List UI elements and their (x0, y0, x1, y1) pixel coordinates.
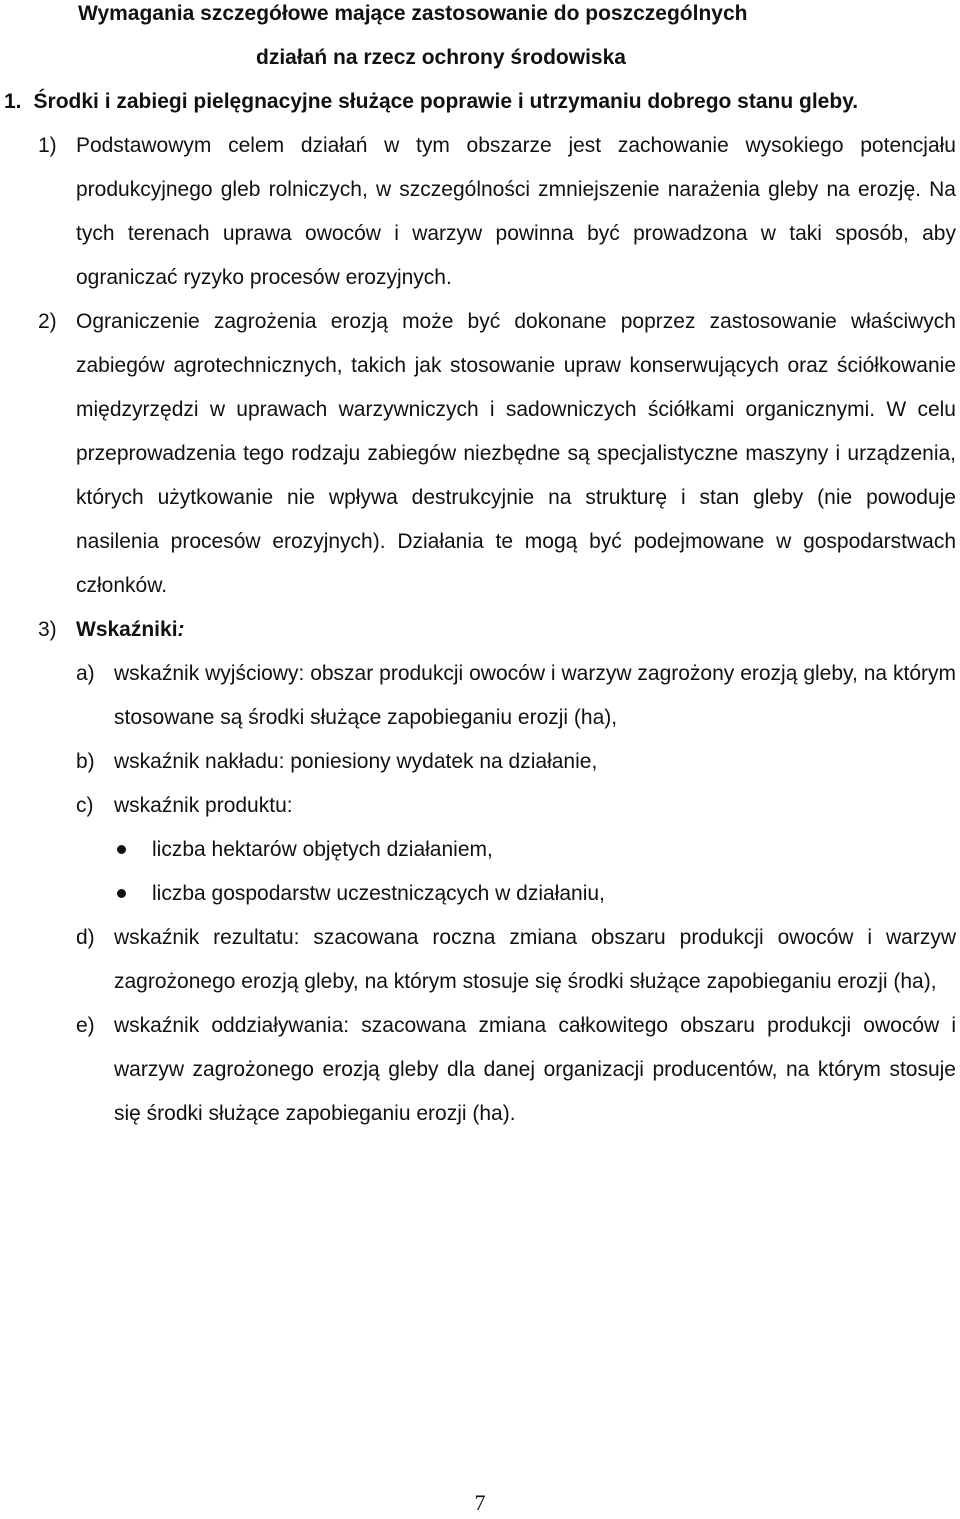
section-heading-text: Środki i zabiegi pielęgnacyjne służące poprawie i utrzymaniu dobrego stanu gleby. (33, 90, 859, 113)
indicator-e-marker: e) (76, 1014, 95, 1037)
indicator-e (0, 1004, 960, 1136)
indicators-colon: : (177, 618, 185, 641)
page-number: 7 (474, 1490, 486, 1515)
paragraph-1 (0, 124, 960, 300)
bullet-icon (117, 889, 126, 898)
indicator-e-text: wskaźnik oddziaływania: szacowana zmiana całkowitego obszaru produkcji owoców i warzyw zagrożonego erozją gleby dla danej organizacji producentów, na którym stosuje się środki służące zapobieganiu erozji (ha). (114, 1014, 956, 1125)
indicator-a-marker: a) (76, 662, 95, 685)
section-heading (0, 80, 960, 124)
title-line-1: Wymagania szczegółowe mające zastosowanie do poszczególnych (78, 2, 748, 25)
paragraph-2-marker: 2) (38, 310, 57, 333)
indicator-d-marker: d) (76, 926, 95, 949)
indicator-b-text: wskaźnik nakładu: poniesiony wydatek na działanie, (114, 750, 598, 773)
indicator-c (0, 784, 960, 828)
paragraph-1-marker: 1) (38, 134, 57, 157)
indicator-c-text: wskaźnik produktu: (114, 794, 293, 817)
document-title (0, 0, 960, 80)
indicators-heading-text: Wskaźniki (76, 618, 178, 641)
indicators-heading (0, 608, 960, 652)
paragraph-1-text: Podstawowym celem działań w tym obszarze jest zachowanie wysokiego potencjału produkcyjnego gleb rolniczych, w szczególności zmniejszenie narażenia gleby na erozję. Na tych terenach uprawa owoców i warzyw powinna być prowadzona w taki sposób, aby ograniczać ryzyko procesów erozyjnych. (76, 134, 956, 289)
indicator-d-text: wskaźnik rezultatu: szacowana roczna zmiana obszaru produkcji owoców i warzyw zagrożonego erozją gleby, na którym stosuje się środki służące zapobieganiu erozji (ha), (114, 926, 956, 993)
title-line-2: działań na rzecz ochrony środowiska (256, 46, 626, 69)
indicator-c-marker: c) (76, 794, 94, 817)
bullet-item (0, 828, 960, 872)
bullet-icon (117, 845, 126, 854)
bullet-item (0, 872, 960, 916)
paragraph-2-text: Ograniczenie zagrożenia erozją może być dokonane poprzez zastosowanie właściwych zabiegów agrotechnicznych, takich jak stosowanie upraw konserwujących oraz ściółkowanie międzyrzędzi w uprawach warzywniczych i sadowniczych ściółkami organicznymi. W celu przeprowadzenia tego rodzaju zabiegów niezbędne są specjalistyczne maszyny i urządzenia, których użytkowanie nie wpływa destrukcyjnie na strukturę i stan gleby (nie powoduje nasilenia procesów erozyjnych). Działania te mogą być podejmowane w gospodarstwach członków. (76, 310, 956, 597)
bullet-item-text: liczba gospodarstw uczestniczących w działaniu, (152, 882, 605, 905)
indicator-b (0, 740, 960, 784)
section-number: 1. (4, 90, 22, 113)
indicator-d (0, 916, 960, 1004)
indicator-a (0, 652, 960, 740)
indicator-b-marker: b) (76, 750, 95, 773)
paragraph-2 (0, 300, 960, 608)
indicator-a-text: wskaźnik wyjściowy: obszar produkcji owoców i warzyw zagrożony erozją gleby, na którym stosowane są środki służące zapobieganiu erozji (ha), (114, 662, 956, 729)
indicators-marker: 3) (38, 618, 57, 641)
bullet-item-text: liczba hektarów objętych działaniem, (152, 838, 493, 861)
